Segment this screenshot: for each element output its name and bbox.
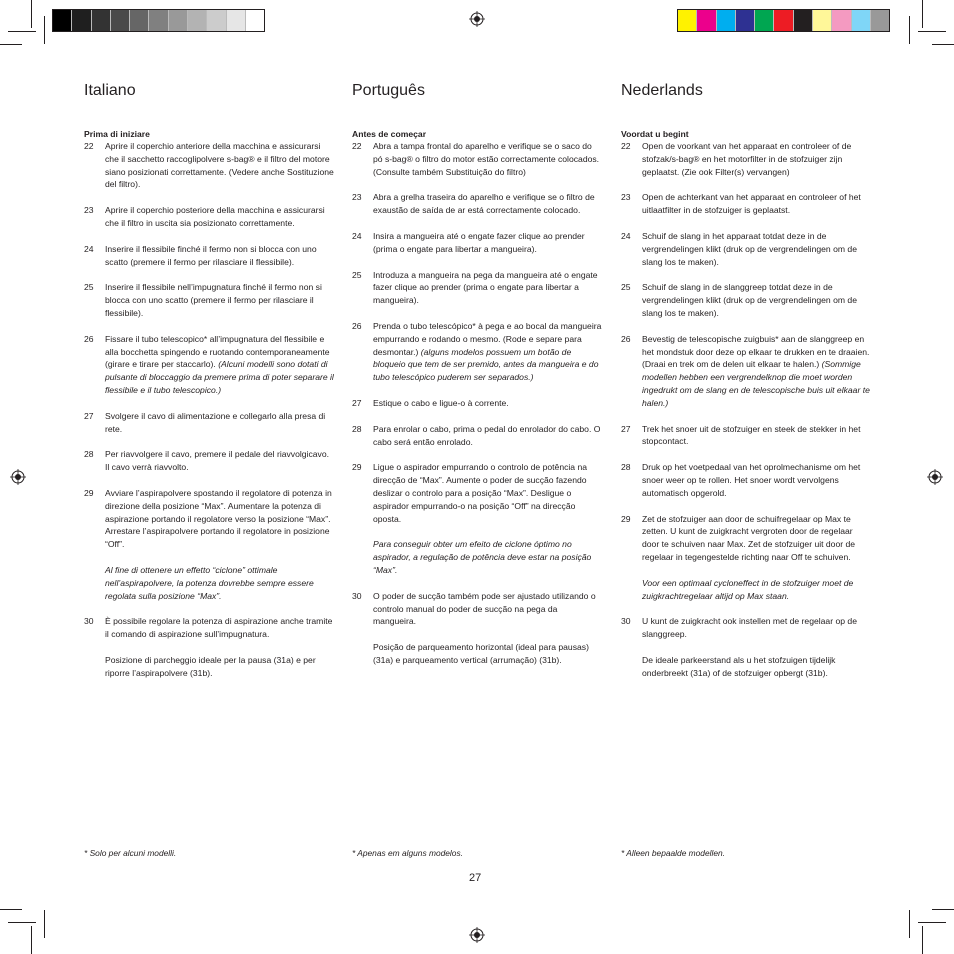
grayscale-color-bar [52,9,265,32]
step-paragraph-note: Al fine di ottenere un effetto “ciclone” ottimale nell’aspirapolvere, la potenza dovrebbe sempre essere regolata sulla posizione “Max”. [105,564,314,601]
footnote-italiano: * Solo per alcuni modelli. [84,848,177,858]
step-paragraph-text: Aprire il coperchio anteriore della macchina e assicurarsi che il sacchetto raccoglipolvere s-bag® e il filtro del motore siano posizionati correttamente. (Vedere anche Sostituzione del filtro). [105,141,334,190]
color-swatch [813,10,832,31]
color-swatch [92,10,111,31]
crop-mark [44,910,45,938]
language-heading: Italiano [84,82,136,99]
crop-mark [8,31,36,32]
step-text [642,191,871,217]
step-paragraph-text: Abra a grelha traseira do aparelho e verifique se o filtro de exaustão de saída de ar está correctamente colocado. [373,192,595,216]
step-paragraph [373,269,602,307]
column-italiano [84,80,334,693]
step-number: 24 [84,243,94,254]
step-number: 25 [621,282,631,293]
instruction-item [352,461,602,576]
page-number: 27 [469,872,482,884]
color-swatch [774,10,793,31]
step-paragraph [642,281,871,319]
step-paragraph-text: Insira a mangueira até o engate fazer clique ao prender (prima o engate para libertar a mangueira). [373,230,585,254]
step-text [373,397,602,410]
step-number: 24 [621,230,631,241]
step-paragraph-text: Druk op het voetpedaal van het oprolmechanisme om het snoer weer op te rollen. Het snoer wordt vervolgens automatisch opgerold. [642,462,861,498]
color-swatch [736,10,755,31]
color-swatch [130,10,149,31]
step-paragraph [105,448,334,474]
step-paragraph [642,654,871,680]
step-text [105,243,334,269]
step-paragraph [373,140,602,178]
step-paragraph [642,577,871,603]
step-paragraph-note: (Alcuni modelli sono dotati di pulsante di bloccaggio da premere prima di poter separare il flessibile e il tubo telescopico.) [105,359,334,395]
step-text [373,269,602,307]
registration-mark-icon [927,469,943,485]
step-paragraph [642,230,871,268]
step-number: 28 [352,423,362,434]
color-swatch [188,10,207,31]
color-swatch [149,10,168,31]
step-paragraph [373,423,602,449]
step-paragraph-text: Ligue o aspirador empurrando o controlo de potência na direcção de “Max”. Aumente o poder de sucção fazendo deslizar o controlo para a posição “Max”. Desligue o aspirador empurrando-o na posição “Off” na direcção oposta. [373,462,588,524]
step-paragraph-text: Inserire il flessibile finché il fermo non si blocca con uno scatto (premere il fermo per rilasciare il flessibile). [105,243,317,267]
instruction-item [621,230,871,268]
instruction-item [621,140,871,178]
step-text [105,140,334,191]
registration-mark-icon [469,11,485,27]
step-paragraph-note: Voor een optimaal cycloneffect in de stofzuiger moet de zuigkrachtregelaar altijd op Max staan. [642,577,854,601]
step-text [373,423,602,449]
crop-mark [918,922,946,923]
step-paragraph [373,230,602,256]
step-paragraph [642,513,871,564]
step-number: 30 [621,616,631,627]
step-number: 26 [621,333,631,344]
process-color-bar [677,9,890,32]
step-number: 27 [352,397,362,408]
step-paragraph-text: Aprire il coperchio posteriore della macchina e assicurarsi che il filtro in uscita sia posizionato correttamente. [105,205,325,228]
step-text [105,615,334,679]
color-swatch [246,10,264,31]
instruction-item [621,513,871,603]
step-text [642,615,871,679]
step-number: 23 [621,192,631,203]
color-swatch [871,10,889,31]
instruction-item [621,281,871,319]
step-number: 29 [84,487,94,498]
section-title: Prima di iniziare [84,129,150,139]
step-paragraph [105,204,334,230]
instruction-item [84,204,334,230]
step-paragraph-text: Svolgere il cavo di alimentazione e collegarlo alla presa di rete. [105,410,326,434]
instruction-item [621,333,871,410]
instruction-item [621,423,871,449]
step-text [105,410,334,436]
step-paragraph-note: Para conseguir obter um efeito de ciclone óptimo no aspirador, a regulação de potência deve estar na posição “Max”. [373,539,592,575]
step-paragraph-text: De ideale parkeerstand als u het stofzuigen tijdelijk onderbreekt (31a) of de stofzuiger opbergt (31b). [642,654,836,678]
instruction-item [352,230,602,256]
step-text [642,461,871,499]
step-paragraph [373,320,602,384]
step-paragraph [105,654,334,680]
step-paragraph [105,615,334,641]
crop-mark [932,44,954,45]
instruction-item [352,269,602,307]
color-swatch [72,10,91,31]
step-text [373,191,602,217]
instruction-item [621,615,871,679]
step-text [373,140,602,178]
step-paragraph [105,410,334,436]
step-number: 26 [84,333,94,344]
crop-mark [932,909,954,910]
color-swatch [111,10,130,31]
instruction-item [84,243,334,269]
step-paragraph [642,140,871,178]
step-paragraph-text: Posizione di parcheggio ideale per la pausa (31a) e per riporre l’aspirapolvere (31b). [105,654,316,678]
color-swatch [832,10,851,31]
crop-mark [44,16,45,44]
step-paragraph-text: Abra a tampa frontal do aparelho e verifique se o saco do pó s-bag® o filtro do motor estão correctamente colocados. (Consulte também Substituição do filtro) [373,141,600,177]
crop-mark [922,0,923,28]
step-number: 27 [621,423,631,434]
step-paragraph-text: Avviare l’aspirapolvere spostando il regolatore di potenza in direzione della posizione “Max”. Aumentare la potenza di aspirazione portando il regolatore verso la posizione “Max”. Arrestare l’aspirapolvere portando il regolatore in posizione “Off”. [105,487,332,550]
step-paragraph-text: È possibile regolare la potenza di aspirazione anche tramite il comando di aspirazione sull’impugnatura. [105,616,333,640]
step-number: 28 [84,449,94,460]
step-paragraph [373,641,602,667]
step-text [105,281,334,319]
instruction-item [352,140,602,178]
step-paragraph-text: Prenda o tubo telescópico* à pega e ao bocal da mangueira empurrando e rodando o mesmo. (Rode e separe para desmontar.) [373,320,602,357]
color-swatch [755,10,774,31]
step-paragraph-text: U kunt de zuigkracht ook instellen met de regelaar op de slanggreep. [642,616,857,640]
step-number: 24 [352,230,362,241]
step-paragraph [105,333,334,397]
step-text [642,140,871,178]
step-text [642,423,871,449]
step-number: 27 [84,410,94,421]
step-text [642,281,871,319]
language-heading: Português [352,82,425,99]
step-text [642,333,871,410]
step-text [373,320,602,384]
crop-mark [922,926,923,954]
step-paragraph [373,191,602,217]
step-paragraph [373,397,602,410]
crop-mark [909,910,910,938]
step-number: 23 [84,205,94,216]
step-number: 22 [352,141,362,151]
step-number: 26 [352,320,362,331]
step-paragraph-text: Schuif de slang in de slanggreep totdat deze in de vergrendelingen klikt (druk op de vergrendelingen om de slang los te maken). [642,282,857,318]
color-swatch [678,10,697,31]
crop-mark [31,926,32,954]
step-paragraph-text: Open de voorkant van het apparaat en controleer of de stofzak/s-bag® en het motorfilter in de stofzuiger zijn geplaatst. (Zie ook Filter(s) vervangen) [642,141,852,177]
step-number: 22 [84,141,94,151]
step-paragraph-text: Fissare il tubo telescopico* all’impugnatura del flessibile e alla bocchetta spingendo e ruotando contemporaneamente (girare e tirare per staccarlo). [105,333,330,370]
instruction-item [352,590,602,667]
step-paragraph [642,191,871,217]
step-paragraph-text: O poder de sucção também pode ser ajustado utilizando o controlo manual do poder de sucção na pega da mangueira. [373,590,596,627]
step-paragraph-text: Estique o cabo e ligue-o à corrente. [373,397,509,408]
instruction-item [84,487,334,602]
step-paragraph [642,423,871,449]
step-paragraph [373,461,602,525]
instruction-item [621,461,871,499]
instruction-item [352,320,602,384]
instruction-item [621,191,871,217]
step-text [642,513,871,603]
instruction-item [84,448,334,474]
step-paragraph-text: Bevestig de telescopische zuigbuis* aan de slanggreep en het mondstuk door deze op elkaar te drukken en te draaien. (Draai en trek om de delen uit elkaar te halen.) [642,333,870,370]
step-number: 30 [84,616,94,627]
color-swatch [717,10,736,31]
step-paragraph [373,590,602,628]
crop-mark [31,0,32,28]
step-paragraph [642,615,871,641]
color-swatch [852,10,871,31]
crop-mark [0,909,22,910]
instruction-item [352,397,602,410]
section-title: Voordat u begint [621,129,689,139]
step-paragraph-text: Trek het snoer uit de stofzuiger en steek de stekker in het stopcontact. [642,423,861,447]
step-paragraph-text: Inserire il flessibile nell’impugnatura finché il fermo non si blocca con uno scatto (premere il fermo per rilasciare il flessibile). [105,282,322,318]
step-text [373,461,602,576]
crop-mark [0,44,22,45]
step-text [373,230,602,256]
step-paragraph [105,243,334,269]
step-number: 30 [352,590,362,601]
registration-mark-icon [10,469,26,485]
step-paragraph [642,333,871,410]
color-swatch [794,10,813,31]
step-number: 29 [621,513,631,524]
step-text [642,230,871,268]
color-swatch [53,10,72,31]
instruction-item [84,615,334,679]
step-text [373,590,602,667]
step-paragraph [373,538,602,576]
step-paragraph-text: Zet de stofzuiger aan door de schuifregelaar op Max te zetten. U kunt de zuigkracht vergroten door de regelaar door te schuiven naar Max. Zet de stofzuiger uit door de regelaar in tegengestelde richting naar Off te schuiven. [642,513,856,562]
step-paragraph [105,564,334,602]
column-nederlands [621,80,871,693]
crop-mark [918,31,946,32]
step-number: 22 [621,141,631,151]
step-paragraph [105,281,334,319]
step-text [105,448,334,474]
step-text [105,204,334,230]
section-title: Antes de começar [352,129,427,139]
crop-mark [909,16,910,44]
color-swatch [227,10,246,31]
step-paragraph-text: Open de achterkant van het apparaat en controleer of het uitlaatfilter in de stofzuiger is geplaatst. [642,192,861,216]
step-paragraph-note: (Sommige modellen hebben een vergrendelknop die moet worden ingedrukt om de slang en de telescopische buis uit elkaar te halen.) [642,359,870,408]
instruction-item [84,410,334,436]
color-swatch [697,10,716,31]
step-paragraph-text: Posição de parqueamento horizontal (ideal para pausas) (31a) e parqueamento vertical (arrumação) (31b). [373,642,589,665]
step-paragraph-text: Schuif de slang in het apparaat totdat deze in de vergrendelingen klikt (druk op de vergrendelingen om de slang los te maken). [642,230,857,267]
step-text [105,333,334,397]
color-swatch [207,10,226,31]
step-paragraph [105,140,334,191]
footnote-nederlands: * Alleen bepaalde modellen. [621,848,725,858]
instruction-item [352,423,602,449]
crop-mark [8,922,36,923]
footnote-portugues: * Apenas em alguns modelos. [352,848,463,858]
step-paragraph-note: (alguns modelos possuem um botão de bloqueio que tem de ser premido, antes da mangueira e do tubo telescópico puderem ser separados.) [373,346,599,383]
step-paragraph-text: Per riavvolgere il cavo, premere il pedale del riavvolgicavo. Il cavo verrà riavvolto. [105,449,330,473]
step-text [105,487,334,602]
column-portugues [352,80,602,680]
step-paragraph-text: Para enrolar o cabo, prima o pedal do enrolador do cabo. O cabo será então enrolado. [373,423,601,447]
instruction-item [84,281,334,319]
step-number: 25 [84,282,94,293]
instruction-item [84,140,334,191]
color-swatch [169,10,188,31]
instruction-item [84,333,334,397]
step-paragraph [105,487,334,551]
instruction-item [352,191,602,217]
step-number: 29 [352,462,362,473]
step-paragraph [642,461,871,499]
step-paragraph-text: Introduza a mangueira na pega da mangueira até o engate fazer clique ao prender (prima o engate para libertar a mangueira). [373,269,598,306]
registration-mark-icon [469,927,485,943]
step-number: 25 [352,269,362,280]
language-heading: Nederlands [621,82,703,99]
step-number: 28 [621,462,631,473]
step-number: 23 [352,192,362,203]
